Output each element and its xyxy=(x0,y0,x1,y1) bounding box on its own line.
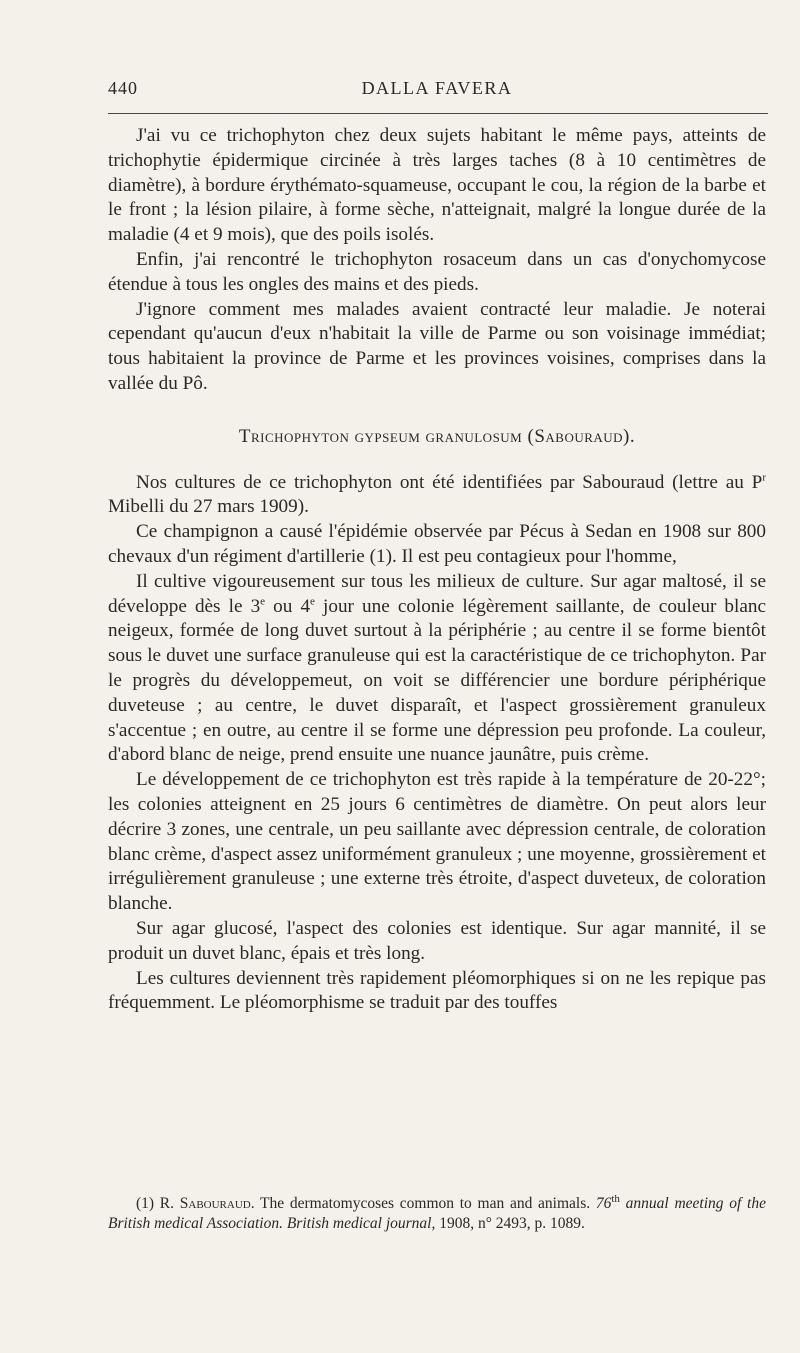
paragraph: Ce champignon a causé l'épidémie observée par Pécus à Sedan en 1908 sur 800 chevaux d'un régiment d'artillerie (1). Il est peu contagieux pour l'homme, xyxy=(108,521,766,567)
text-run: jour une colonie légèrement saillante, de couleur blanc neigeux, formée de long duvet surtout à la périphérie ; au centre il se forme bientôt sous le duvet une surface granuleuse qui est la caractéristique de ce trichophyton. Par le progrès du développemeut, on voit se différencier une bordure périphérique duveteuse ; au centre, le duvet disparaît, et l'aspect grossièrement granuleux s'accentue ; en outre, au centre il se forme une dépression peu profonde. La couleur, d'abord blanc de neige, prend ensuite une nuance jaunâtre, puis crème. xyxy=(108,595,766,766)
text-run: 1908, n° 2493, p. 1089. xyxy=(435,1214,585,1232)
paragraph: Enfin, j'ai rencontré le trichophyton rosaceum dans un cas d'onychomycose étendue à tous les ongles des mains et des pieds. xyxy=(108,248,766,295)
paragraph: J'ignore comment mes malades avaient contracté leur maladie. Je noterai cependant qu'aucun d'eux n'habitait la ville de Parme ou son voisinage immédiat; tous habitaient la province de Parme et les provinces voisines, comprises dans la vallée du Pô. xyxy=(108,298,766,394)
footnote-author: Sabouraud xyxy=(179,1195,251,1212)
superscript: e xyxy=(260,595,266,608)
italic-run: annual meeting of the British medical Association. British medical journal, xyxy=(108,1195,766,1232)
main-text xyxy=(108,124,766,1016)
header-rule xyxy=(108,113,768,114)
footnote-text xyxy=(108,1194,766,1233)
paragraph: Sur agar glucosé, l'aspect des colonies est identique. Sur agar mannité, il se produit un duvet blanc, épais et très long. xyxy=(108,917,766,964)
page-header xyxy=(108,78,766,102)
text-run: Nos cultures de ce trichophyton ont été identifiées par Sabouraud (lettre au P xyxy=(136,471,763,493)
italic-run: 76 xyxy=(595,1195,612,1212)
text-run: . The dermatomycoses common to man and animals. xyxy=(250,1195,596,1212)
section-heading: Trichophyton gypseum granulosum (Sabouraud). xyxy=(238,425,636,447)
superscript: r xyxy=(762,471,766,484)
paragraph xyxy=(108,570,766,768)
text-run: ou 4 xyxy=(265,595,311,617)
paragraph: J'ai vu ce trichophyton chez deux sujets habitant le même pays, atteints de trichophytie épidermique circinée à très larges taches (8 à 10 centimètres de diamètre), à bordure érythémato-squameuse, occupant le cou, la région de la barbe et le front ; la lésion pilaire, à forme sèche, n'atteignait, malgré la longue durée de la maladie (4 et 9 mois), que des poils isolés. xyxy=(108,125,766,246)
text-run: Mibelli du 27 mars 1909). xyxy=(108,496,309,518)
paragraph: Le développement de ce trichophyton est très rapide à la température de 20-22°; les colonies atteignent en 25 jours 6 centimètres de diamètre. On peut alors leur décrire 3 zones, une centrale, un peu saillante avec dépression centrale, de coloration blanc crème, d'aspect assez uniformément granuleux ; une moyenne, grossièrement et irrégulièrement granuleuse ; une externe très étroite, d'aspect duveteux, de coloration blanche. xyxy=(108,769,766,915)
paragraph xyxy=(108,471,766,521)
running-title: DALLA FAVERA xyxy=(361,78,513,98)
footnote xyxy=(108,1194,766,1233)
superscript: th xyxy=(611,1192,620,1205)
paragraph: Les cultures deviennent très rapidement pléomorphiques si on ne les repique pas fréquemment. Le pléomorphisme se traduit par des touffes xyxy=(108,967,766,1014)
footnote-marker: (1) R. xyxy=(136,1195,180,1212)
page-number: 440 xyxy=(108,78,138,98)
superscript: e xyxy=(310,595,315,608)
text-run: Il cultive vigoureusement sur tous les milieux de culture. Sur agar maltosé, il se développe dès le 3 xyxy=(108,570,766,617)
